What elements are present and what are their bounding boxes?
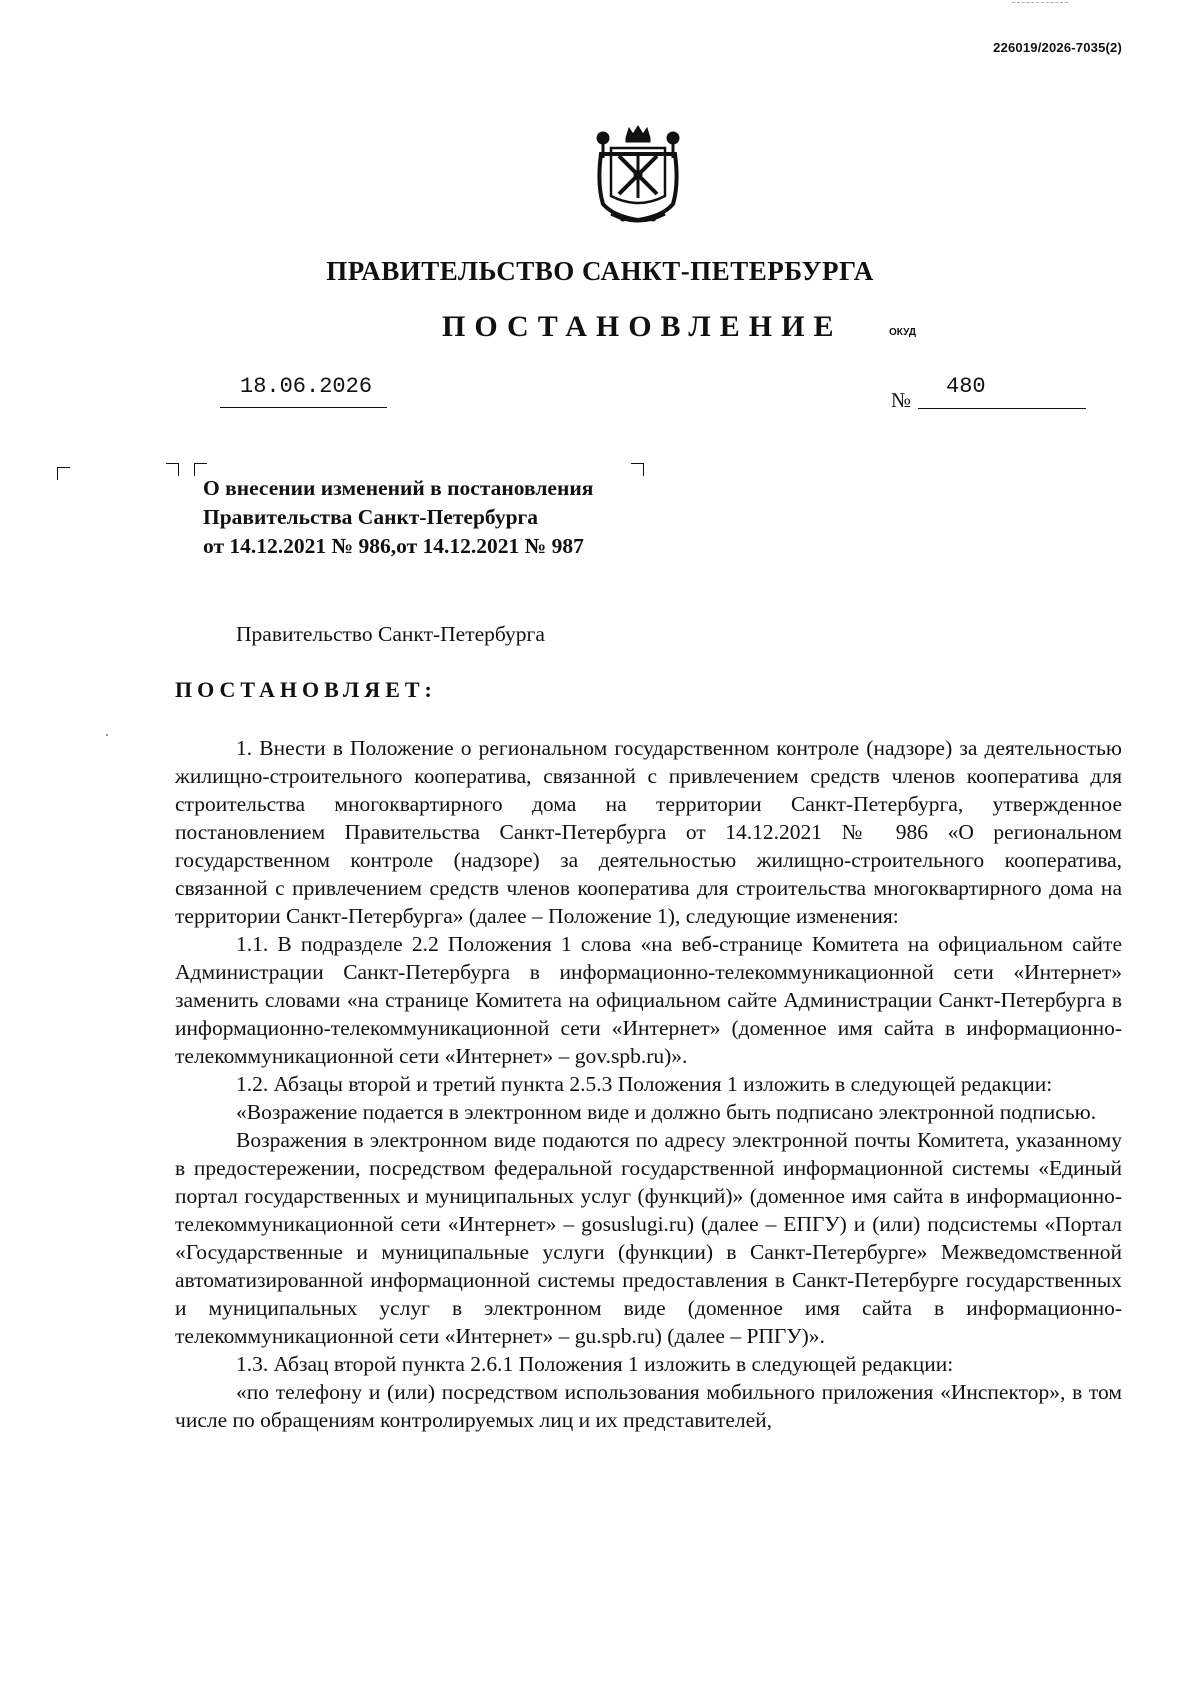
saint-petersburg-coat-of-arms-icon bbox=[593, 124, 683, 228]
registration-number: 226019/2026-7035(2) bbox=[993, 40, 1122, 55]
subject-line: О внесении изменений в постановления bbox=[203, 476, 594, 500]
body-paragraph: «Возражение подается в электронном виде и должно быть подписано электронной подписью. bbox=[236, 1100, 1097, 1124]
body-paragraph: Возражения в электронном виде подаются по адресу электронной почты Комитета, указанному в предостережении, посредством федеральной государственной информационной системы «Единый портал государственных и муниципальных услуг (функций)» (доменное имя сайта в информационно-телекоммуникационной сети «Интернет» – gosuslugi.ru) (далее – ЕПГУ) и (или) подсистемы «Портал «Государственные и муниципальные услуги (функции) в Санкт-Петербурге» Межведомственной автоматизированной информационной системы предоставления в Санкт-Петербурге государственных и муниципальных услуг в электронном виде (доменное имя сайта в информационно-телекоммуникационной сети «Интернет» – gu.spb.ru) (далее – РПГУ)». bbox=[175, 1128, 1122, 1348]
okud-label: ОКУД bbox=[889, 327, 916, 338]
body-paragraph: 1.1. В подразделе 2.2 Положения 1 слова «на веб-странице Комитета на официальном сайте Администрации Санкт-Петербурга в информационно-телекоммуникационной сети «Интернет» заменить словами «на странице Комитета на официальном сайте Администрации Санкт-Петербурга в информационно-телекоммуникационной сети «Интернет» (доменное имя сайта в информационно-телекоммуникационной сети «Интернет» – gov.spb.ru)». bbox=[175, 932, 1122, 1068]
number-sign: № bbox=[891, 388, 912, 412]
document-date: 18.06.2026 bbox=[240, 374, 373, 399]
document-number: 480 bbox=[946, 374, 986, 399]
body-paragraph: 1.2. Абзацы второй и третий пункта 2.5.3 Положения 1 изложить в следующей редакции: bbox=[236, 1072, 1053, 1096]
document-subject bbox=[203, 474, 663, 561]
document-body bbox=[175, 734, 1122, 1434]
corner-mark bbox=[166, 463, 179, 476]
subject-line: от 14.12.2021 № 986,от 14.12.2021 № 987 bbox=[203, 534, 584, 558]
scan-speck bbox=[106, 734, 108, 736]
body-paragraph: «по телефону и (или) посредством использования мобильного приложения «Инспектор», в том числе по обращениям контролируемых лиц и их представителей, bbox=[175, 1380, 1122, 1432]
body-paragraph: 1. Внести в Положение о региональном государственном контроле (надзоре) за деятельностью жилищно-строительного кооператива, связанной с привлечением средств членов кооператива для строительства многоквартирного дома на территории Санкт-Петербурга, утвержденное постановлением Правительства Санкт-Петербурга от 14.12.2021 № 986 «О региональном государственном контроле (надзоре) за деятельностью жилищно-строительного кооператива, связанной с привлечением средств членов кооператива для строительства многоквартирного дома на территории Санкт-Петербурга» (далее – Положение 1), следующие изменения: bbox=[175, 736, 1122, 928]
number-underline bbox=[918, 408, 1086, 409]
preamble: Правительство Санкт-Петербурга bbox=[236, 622, 545, 646]
decree-heading: ПОСТАНОВЛЯЕТ: bbox=[175, 677, 437, 702]
document-type: ПОСТАНОВЛЕНИЕ bbox=[442, 310, 843, 343]
corner-mark bbox=[57, 467, 70, 480]
subject-line: Правительства Санкт-Петербурга bbox=[203, 505, 539, 529]
government-title: ПРАВИТЕЛЬСТВО САНКТ-ПЕТЕРБУРГА bbox=[326, 256, 874, 286]
body-paragraph: 1.3. Абзац второй пункта 2.6.1 Положения 1 изложить в следующей редакции: bbox=[236, 1352, 954, 1376]
date-underline bbox=[220, 407, 387, 408]
top-scan-mark bbox=[1012, 2, 1068, 3]
